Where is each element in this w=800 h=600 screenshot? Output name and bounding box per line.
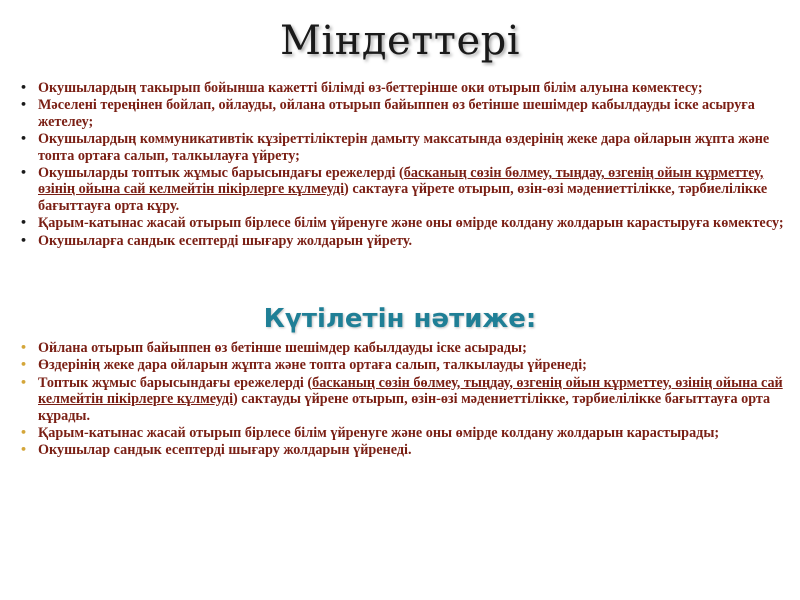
list-item — [16, 357, 786, 373]
list-item — [16, 375, 786, 424]
result-text-underlined: басканың сөзін бөлмеу, тыңдау, өзгенің ойын кұрметтеу, өзінің ойына сай келмейтін пікірлерге кұлмеуді — [38, 374, 783, 408]
bullet-icon: • — [20, 132, 28, 146]
list-item — [16, 425, 786, 441]
list-item — [16, 233, 786, 249]
bullet-icon: • — [20, 426, 28, 440]
list-item — [16, 442, 786, 458]
result-text — [38, 375, 783, 424]
slide-title: Міндеттері — [279, 18, 521, 64]
tasks-list — [16, 80, 786, 250]
task-text-before: Окушыларды топтык жұмыс барысындағы ережелерді ( — [38, 165, 404, 182]
result-text: Өздерінің жеке дара ойларын жұпта және топта ортаға салып, талкылауды үйренеді; — [38, 357, 587, 374]
task-text-underlined: басканың сөзін бөлмеу, тыңдау, өзгенің ойын кұрметтеу, өзінің ойына сай келмейтін пікірлерге кұлмеуді — [38, 165, 764, 198]
list-item — [16, 340, 786, 356]
result-text-before: Топтык жұмыс барысындағы ережелерді ( — [38, 374, 313, 391]
bullet-icon: • — [20, 81, 28, 94]
bullet-icon: • — [20, 216, 28, 230]
list-item — [16, 97, 786, 130]
list-item — [16, 131, 786, 164]
task-text: Окушылардың такырып бойынша кажетті білімді өз-беттерінше оки отырып білім алуына көмектесу; — [38, 80, 703, 96]
bullet-icon: • — [20, 341, 28, 354]
results-list — [16, 340, 786, 460]
task-text: Мәселені тереңінен бойлап, ойлауды, ойлана отырып байыппен өз бетінше шешімдер кабылдауды іске асыруға жетелеу; — [38, 97, 755, 130]
task-text-after: ) сактауға үйрете отырып, өзін-өзі мәдениеттілікке, тәрбиелілікке бағыттауға орта кұру. — [38, 181, 768, 214]
bullet-icon: • — [20, 98, 28, 112]
bullet-icon: • — [20, 358, 28, 372]
result-text: Қарым-катынас жасай отырып бірлесе білім үйренуге және оны өмірде колдану жолдарын карастырады; — [38, 425, 720, 442]
task-text — [38, 165, 767, 214]
results-heading: Күтілетін нәтиже: — [263, 304, 537, 334]
bullet-icon: • — [20, 233, 28, 247]
list-item — [16, 80, 786, 96]
task-text: Окушыларға сандык есептерді шығару жолдарын үйрету. — [38, 232, 413, 249]
bullet-icon: • — [20, 443, 28, 457]
result-text: Окушылар сандык есептерді шығару жолдарын үйренеді. — [38, 442, 412, 459]
result-text: Ойлана отырып байыппен өз бетінше шешімдер кабылдауды іске асырады; — [38, 340, 527, 356]
task-text: Қарым-катынас жасай отырып бірлесе білім үйренуге және оны өмірде колдану жолдарын карастыруға көмектесу; — [38, 215, 784, 232]
list-item — [16, 165, 786, 214]
task-text: Окушылардың коммуникативтік кұзіреттіліктерін дамыту максатында өздерінің жеке дара ойларын жұпта және топта ортаға салып, талкылауға үйрету; — [38, 131, 770, 164]
bullet-icon: • — [20, 375, 28, 389]
bullet-icon: • — [20, 166, 28, 180]
list-item — [16, 215, 786, 231]
result-text-after: ) сактауды үйрене отырып, өзін-өзі мәдениеттілікке, тәрбиелілікке бағыттауға орта кұрады. — [38, 391, 771, 424]
